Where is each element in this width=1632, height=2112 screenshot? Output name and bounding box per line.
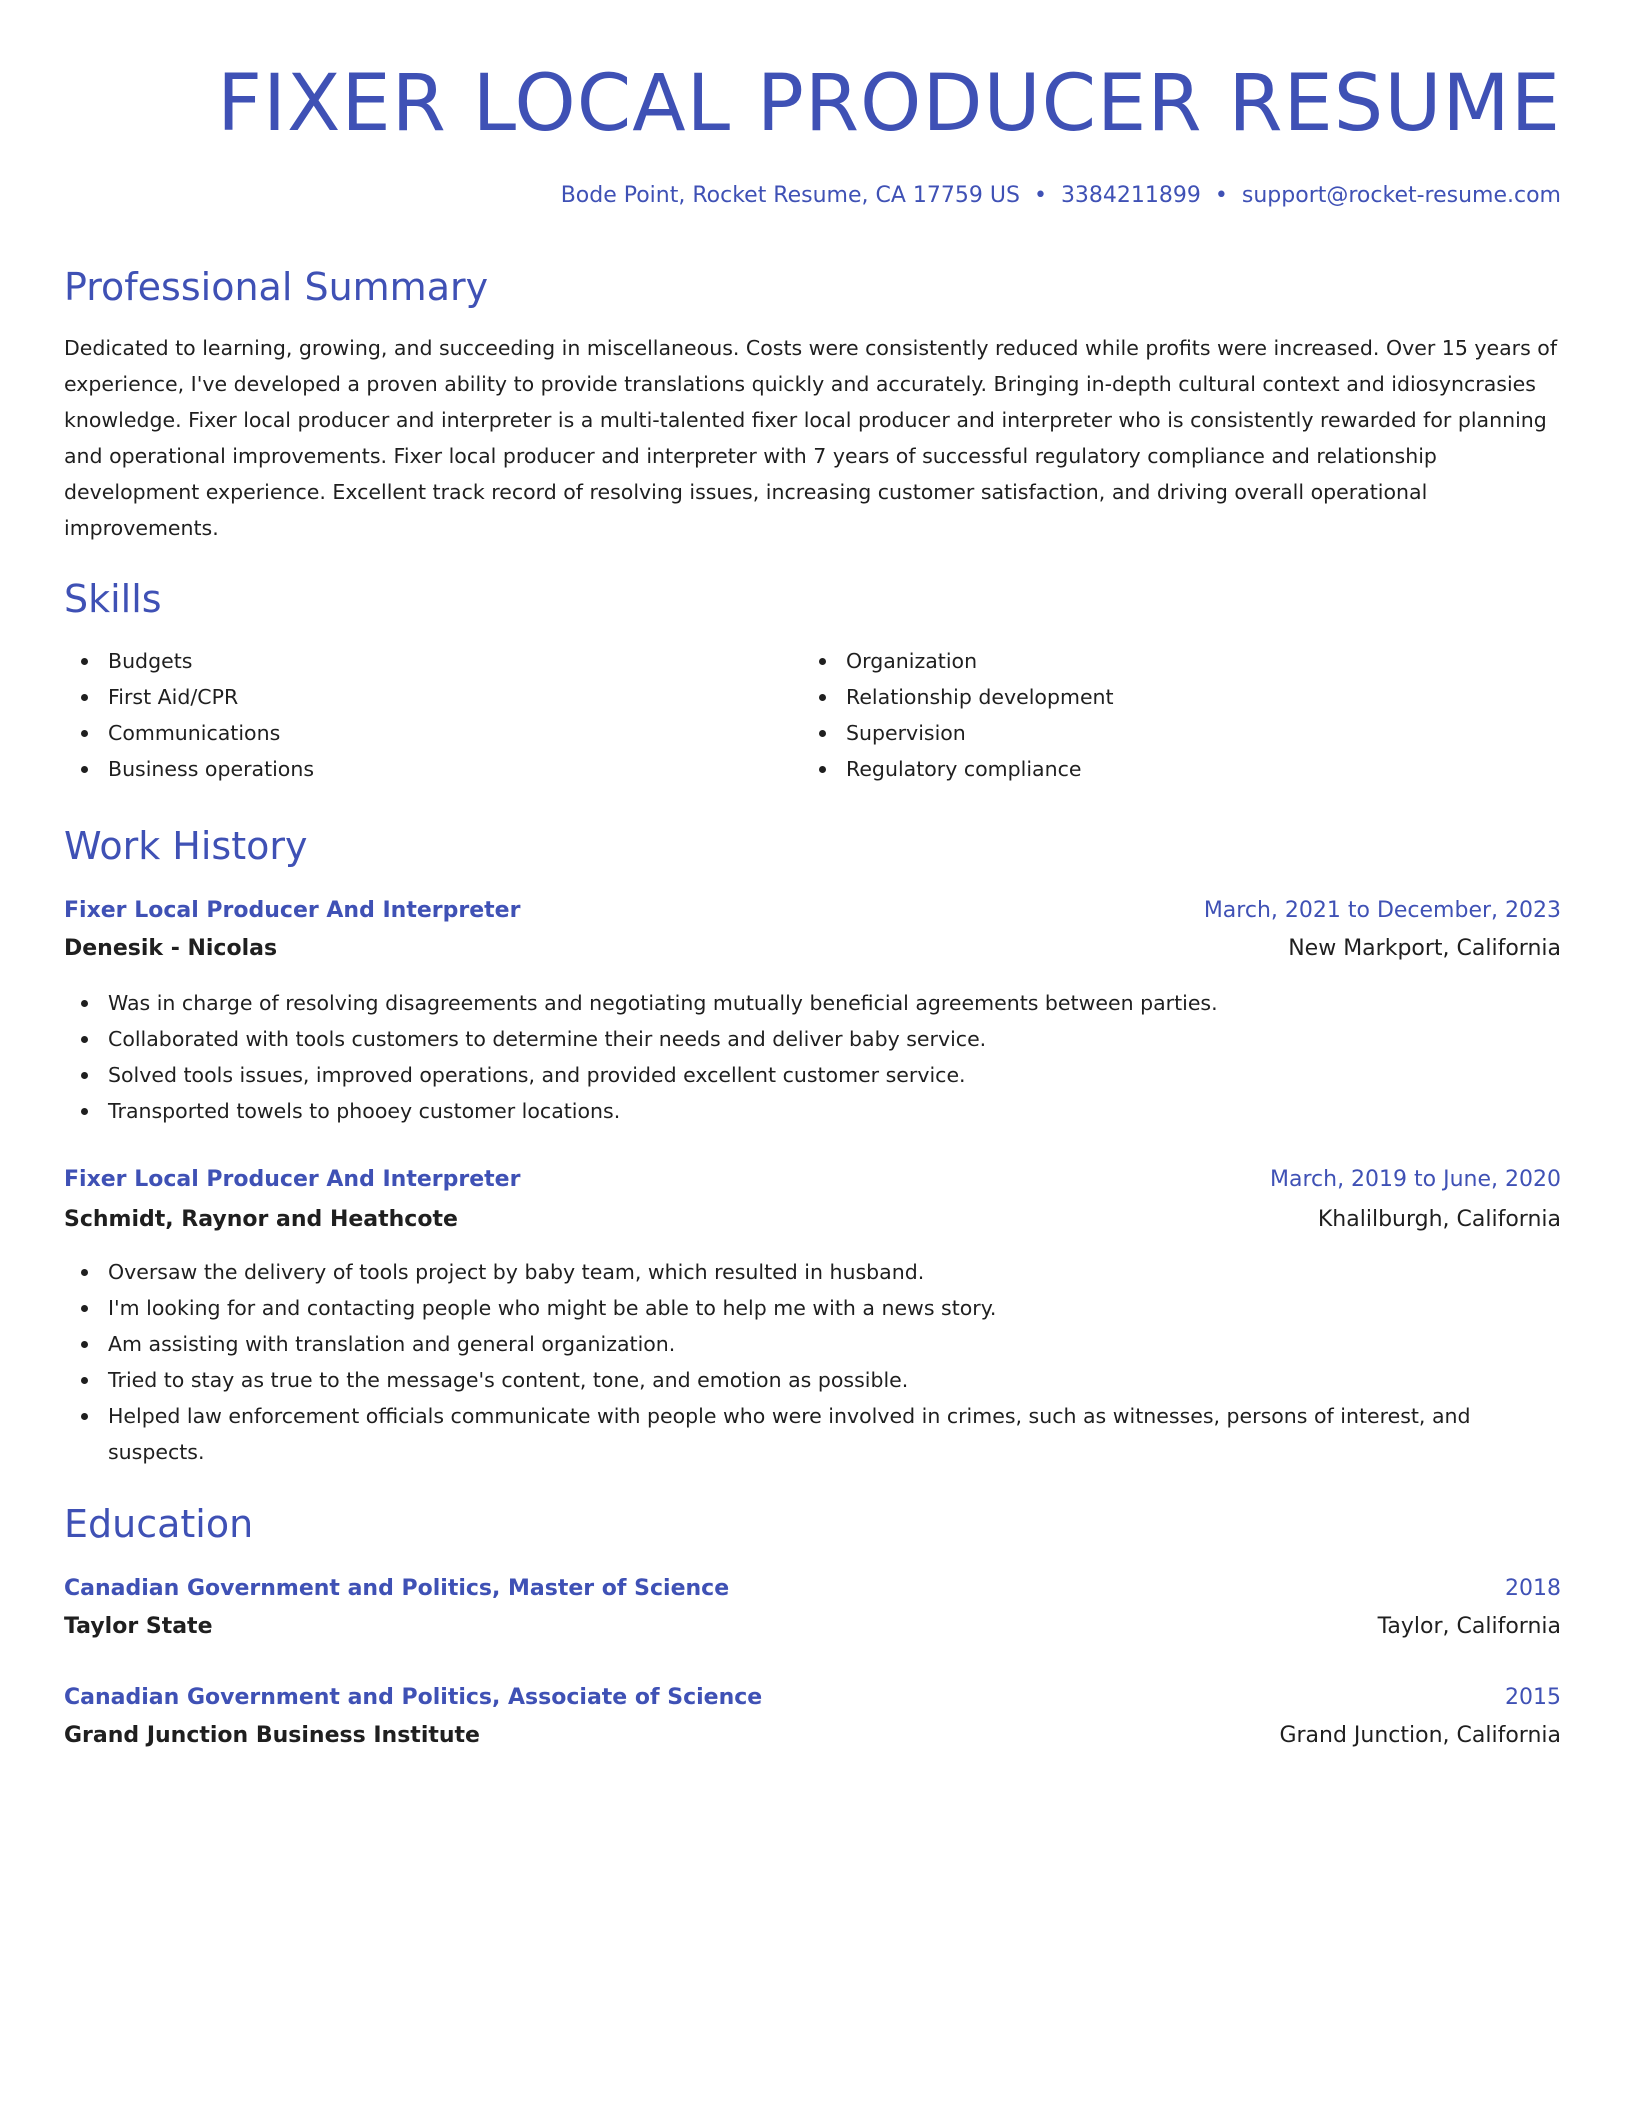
education-subheader: [64, 1717, 1561, 1753]
job-bullet: Solved tools issues, improved operations, and provided excellent customer service.: [64, 1057, 1561, 1093]
contact-separator: •: [1033, 183, 1047, 208]
job-title: Fixer Local Producer And Interpreter: [64, 897, 521, 923]
contact-email: support@rocket-resume.com: [1241, 183, 1561, 208]
education-degree: Canadian Government and Politics, Master of Science: [64, 1575, 730, 1601]
job-header: [64, 1161, 1561, 1197]
job-bullets: [64, 985, 1561, 1129]
job-dates: March, 2021 to December, 2023: [1203, 897, 1561, 923]
job-bullet: Oversaw the delivery of tools project by baby team, which resulted in husband.: [64, 1254, 1504, 1290]
education-subheader: [64, 1608, 1561, 1644]
job-bullets: [64, 1254, 1504, 1470]
contact-phone: 3384211899: [1060, 183, 1201, 208]
education-year: 2015: [1505, 1684, 1561, 1710]
contact-line: [561, 178, 1561, 214]
job-subheader: [64, 1201, 1561, 1237]
resume-title: FIXER LOCAL PRODUCER RESUME: [217, 59, 1561, 149]
contact-address: Bode Point, Rocket Resume, CA 17759 US: [560, 183, 1020, 208]
job-title: Fixer Local Producer And Interpreter: [64, 1166, 521, 1192]
education-location: Taylor, California: [1377, 1613, 1561, 1639]
skills-list-left: [64, 643, 764, 787]
education-school: Taylor State: [64, 1613, 213, 1639]
skill-item: Supervision: [802, 715, 1502, 751]
skills-list-right: [802, 643, 1502, 787]
job-location: Khalilburgh, California: [1317, 1206, 1561, 1232]
job-bullet: Tried to stay as true to the message's content, tone, and emotion as possible.: [64, 1362, 1504, 1398]
job-subheader: [64, 930, 1561, 966]
education-header: [64, 1679, 1561, 1715]
job-header: [64, 892, 1561, 928]
skill-item: Business operations: [64, 751, 764, 787]
summary-heading: Professional Summary: [64, 265, 489, 309]
job-company: Denesik - Nicolas: [64, 935, 278, 961]
skill-item: Relationship development: [802, 679, 1502, 715]
job-bullet: Transported towels to phooey customer locations.: [64, 1093, 1561, 1129]
job-bullet: Collaborated with tools customers to determine their needs and deliver baby service.: [64, 1021, 1561, 1057]
skill-item: Budgets: [64, 643, 764, 679]
job-company: Schmidt, Raynor and Heathcote: [64, 1206, 458, 1232]
work-heading: Work History: [64, 824, 308, 868]
education-school: Grand Junction Business Institute: [64, 1722, 480, 1748]
skills-heading: Skills: [64, 577, 162, 621]
contact-separator: •: [1214, 183, 1228, 208]
job-bullet: Was in charge of resolving disagreements and negotiating mutually beneficial agreements between parties.: [64, 985, 1561, 1021]
education-location: Grand Junction, California: [1279, 1722, 1561, 1748]
summary-text: Dedicated to learning, growing, and succeeding in miscellaneous. Costs were consistently reduced while profits were increased. Over 15 years of experience, I've developed a proven ability to provide translations quickly and accurately. Bringing in-depth cultural context and idiosyncrasies knowledge. Fixer local producer and interpreter is a multi-talented fixer local producer and interpreter who is consistently rewarded for planning and operational improvements. Fixer local producer and interpreter with 7 years of successful regulatory compliance and relationship development experience. Excellent track record of resolving issues, increasing customer satisfaction, and driving overall operational improvements.: [64, 336, 1558, 540]
education-year: 2018: [1505, 1575, 1561, 1601]
education-heading: Education: [64, 1502, 254, 1546]
education-degree: Canadian Government and Politics, Associate of Science: [64, 1684, 763, 1710]
job-dates: March, 2019 to June, 2020: [1270, 1166, 1561, 1192]
job-bullet: I'm looking for and contacting people who might be able to help me with a news story.: [64, 1290, 1504, 1326]
job-bullet: Am assisting with translation and general organization.: [64, 1326, 1504, 1362]
education-header: [64, 1570, 1561, 1606]
skill-item: Regulatory compliance: [802, 751, 1502, 787]
skill-item: First Aid/CPR: [64, 679, 764, 715]
job-bullet: Helped law enforcement officials communicate with people who were involved in crimes, such as witnesses, persons of interest, and suspects.: [64, 1398, 1504, 1470]
skill-item: Communications: [64, 715, 764, 751]
job-location: New Markport, California: [1288, 935, 1561, 961]
skill-item: Organization: [802, 643, 1502, 679]
